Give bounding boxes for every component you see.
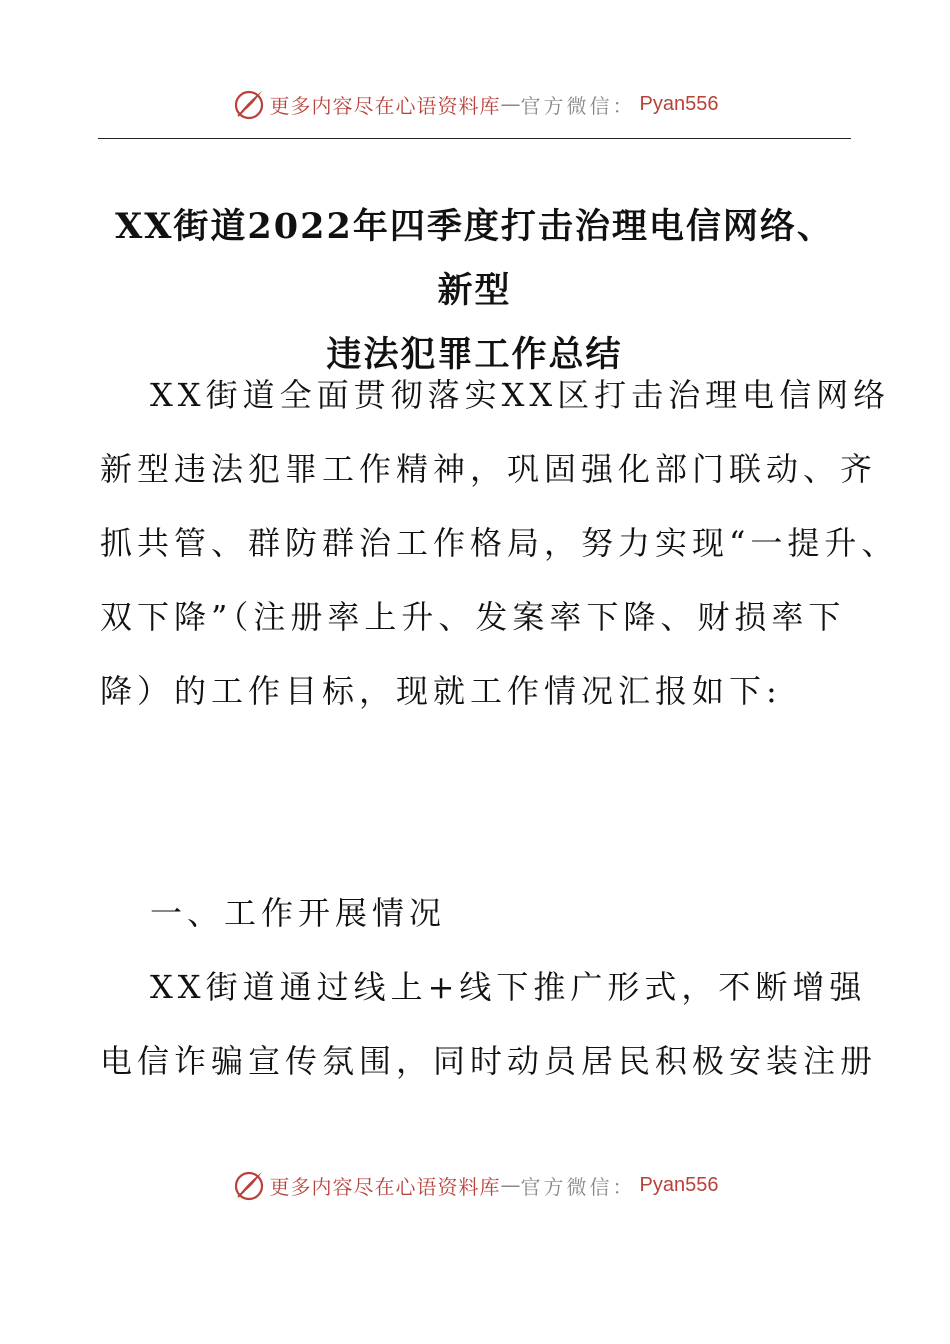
header-divider <box>98 138 851 139</box>
paragraph-line: 降）的工作目标，现就工作情况汇报如下: <box>100 672 782 710</box>
paragraph-line: 抓共管、群防群治工作格局，努力实现“一提升、 <box>100 524 899 562</box>
watermark-wechat-id: Pyan556 <box>639 92 719 115</box>
paragraph-line: XX街道通过线上+线下推广形式，不断增强 <box>150 968 867 1006</box>
paragraph-line: XX街道全面贯彻落实XX区打击治理电信网络 <box>150 376 891 414</box>
watermark-official-label: 官方微信： <box>520 1174 636 1199</box>
section-heading: 一、工作开展情况 <box>150 894 447 932</box>
quill-logo-icon <box>232 87 266 121</box>
watermark-wechat-id: Pyan556 <box>639 1173 719 1196</box>
intro-paragraph <box>100 358 899 728</box>
watermark-text: 更多内容尽在心语资料库 <box>269 93 501 118</box>
paragraph-line: 电信诈骗宣传氛围，同时动员居民积极安装注册 <box>100 1042 878 1080</box>
title-line-2: 违法犯罪工作总结 <box>326 334 623 375</box>
quill-logo-icon <box>232 1168 266 1202</box>
header-watermark <box>0 84 950 124</box>
watermark-text: 更多内容尽在心语资料库 <box>269 1174 501 1199</box>
footer-watermark <box>0 1165 950 1205</box>
paragraph-line: 新型违法犯罪工作精神，巩固强化部门联动、齐 <box>100 450 878 488</box>
watermark-official-label: 官方微信： <box>520 93 636 118</box>
watermark-dash: — <box>500 1173 521 1197</box>
paragraph-line: 双下降”（注册率上升、发案率下降、财损率下 <box>100 598 846 636</box>
section-paragraph <box>100 950 878 1098</box>
watermark-dash: — <box>500 92 521 116</box>
title-line-1: XX街道2022年四季度打击治理电信网络、新型 <box>115 206 834 311</box>
